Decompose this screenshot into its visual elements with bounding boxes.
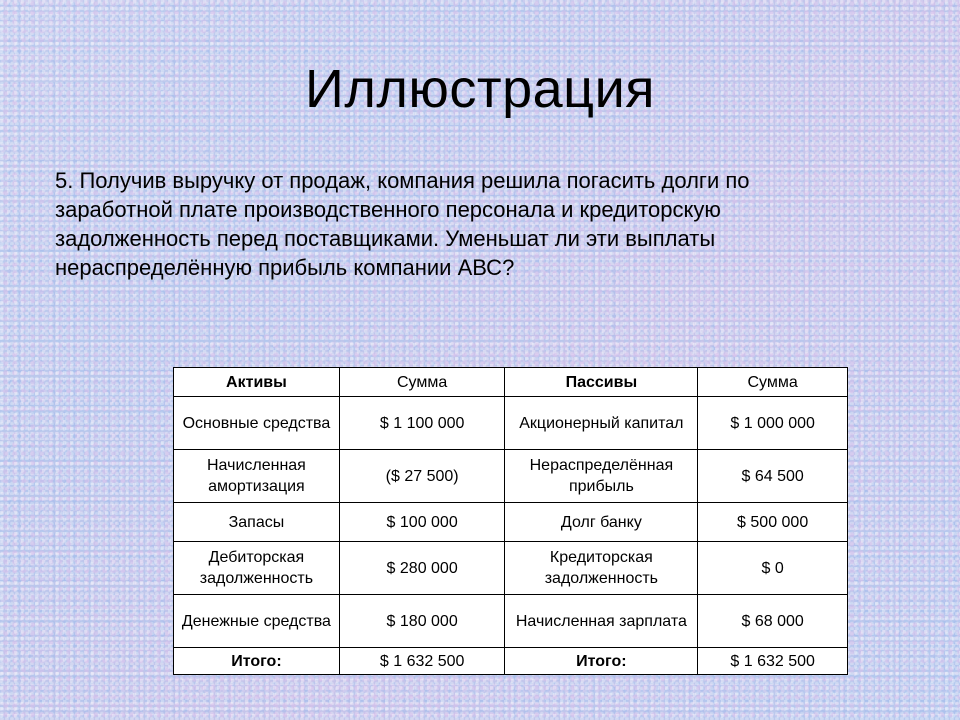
liability-label: Начисленная зарплата	[505, 595, 698, 648]
liability-amount: $ 1 000 000	[698, 397, 848, 450]
asset-amount: $ 1 100 000	[339, 397, 505, 450]
liability-label: Нераспределённая прибыль	[505, 450, 698, 503]
assets-total-amount: $ 1 632 500	[339, 648, 505, 675]
slide-title: Иллюстрация	[305, 59, 655, 119]
balance-sheet-table	[173, 367, 848, 675]
asset-amount: $ 180 000	[339, 595, 505, 648]
assets-total-label: Итого:	[174, 648, 340, 675]
liability-amount: $ 64 500	[698, 450, 848, 503]
asset-amount: $ 280 000	[339, 542, 505, 595]
asset-label: Основные средства	[174, 397, 340, 450]
table-row	[174, 450, 848, 503]
liability-amount: $ 0	[698, 542, 848, 595]
table-header-row	[174, 368, 848, 397]
header-assets-amount: Сумма	[339, 368, 505, 397]
asset-amount: ($ 27 500)	[339, 450, 505, 503]
header-assets: Активы	[174, 368, 340, 397]
asset-label: Денежные средства	[174, 595, 340, 648]
header-liabilities: Пассивы	[505, 368, 698, 397]
asset-amount: $ 100 000	[339, 503, 505, 542]
question-text: 5. Получив выручку от продаж, компания решила погасить долги по заработной плате производственного персонала и кредиторскую задолженность перед поставщиками. Уменьшат ли эти выплаты нераспределённую прибыль компании АВС?	[55, 168, 750, 280]
table-row	[174, 595, 848, 648]
table-row	[174, 503, 848, 542]
table-row	[174, 397, 848, 450]
table-row	[174, 542, 848, 595]
liability-label: Акционерный капитал	[505, 397, 698, 450]
asset-label: Начисленная амортизация	[174, 450, 340, 503]
asset-label: Запасы	[174, 503, 340, 542]
liability-label: Долг банку	[505, 503, 698, 542]
liabilities-total-amount: $ 1 632 500	[698, 648, 848, 675]
liability-label: Кредиторская задолженность	[505, 542, 698, 595]
header-liabilities-amount: Сумма	[698, 368, 848, 397]
table-total-row	[174, 648, 848, 675]
liability-amount: $ 500 000	[698, 503, 848, 542]
liability-amount: $ 68 000	[698, 595, 848, 648]
liabilities-total-label: Итого:	[505, 648, 698, 675]
asset-label: Дебиторская задолженность	[174, 542, 340, 595]
